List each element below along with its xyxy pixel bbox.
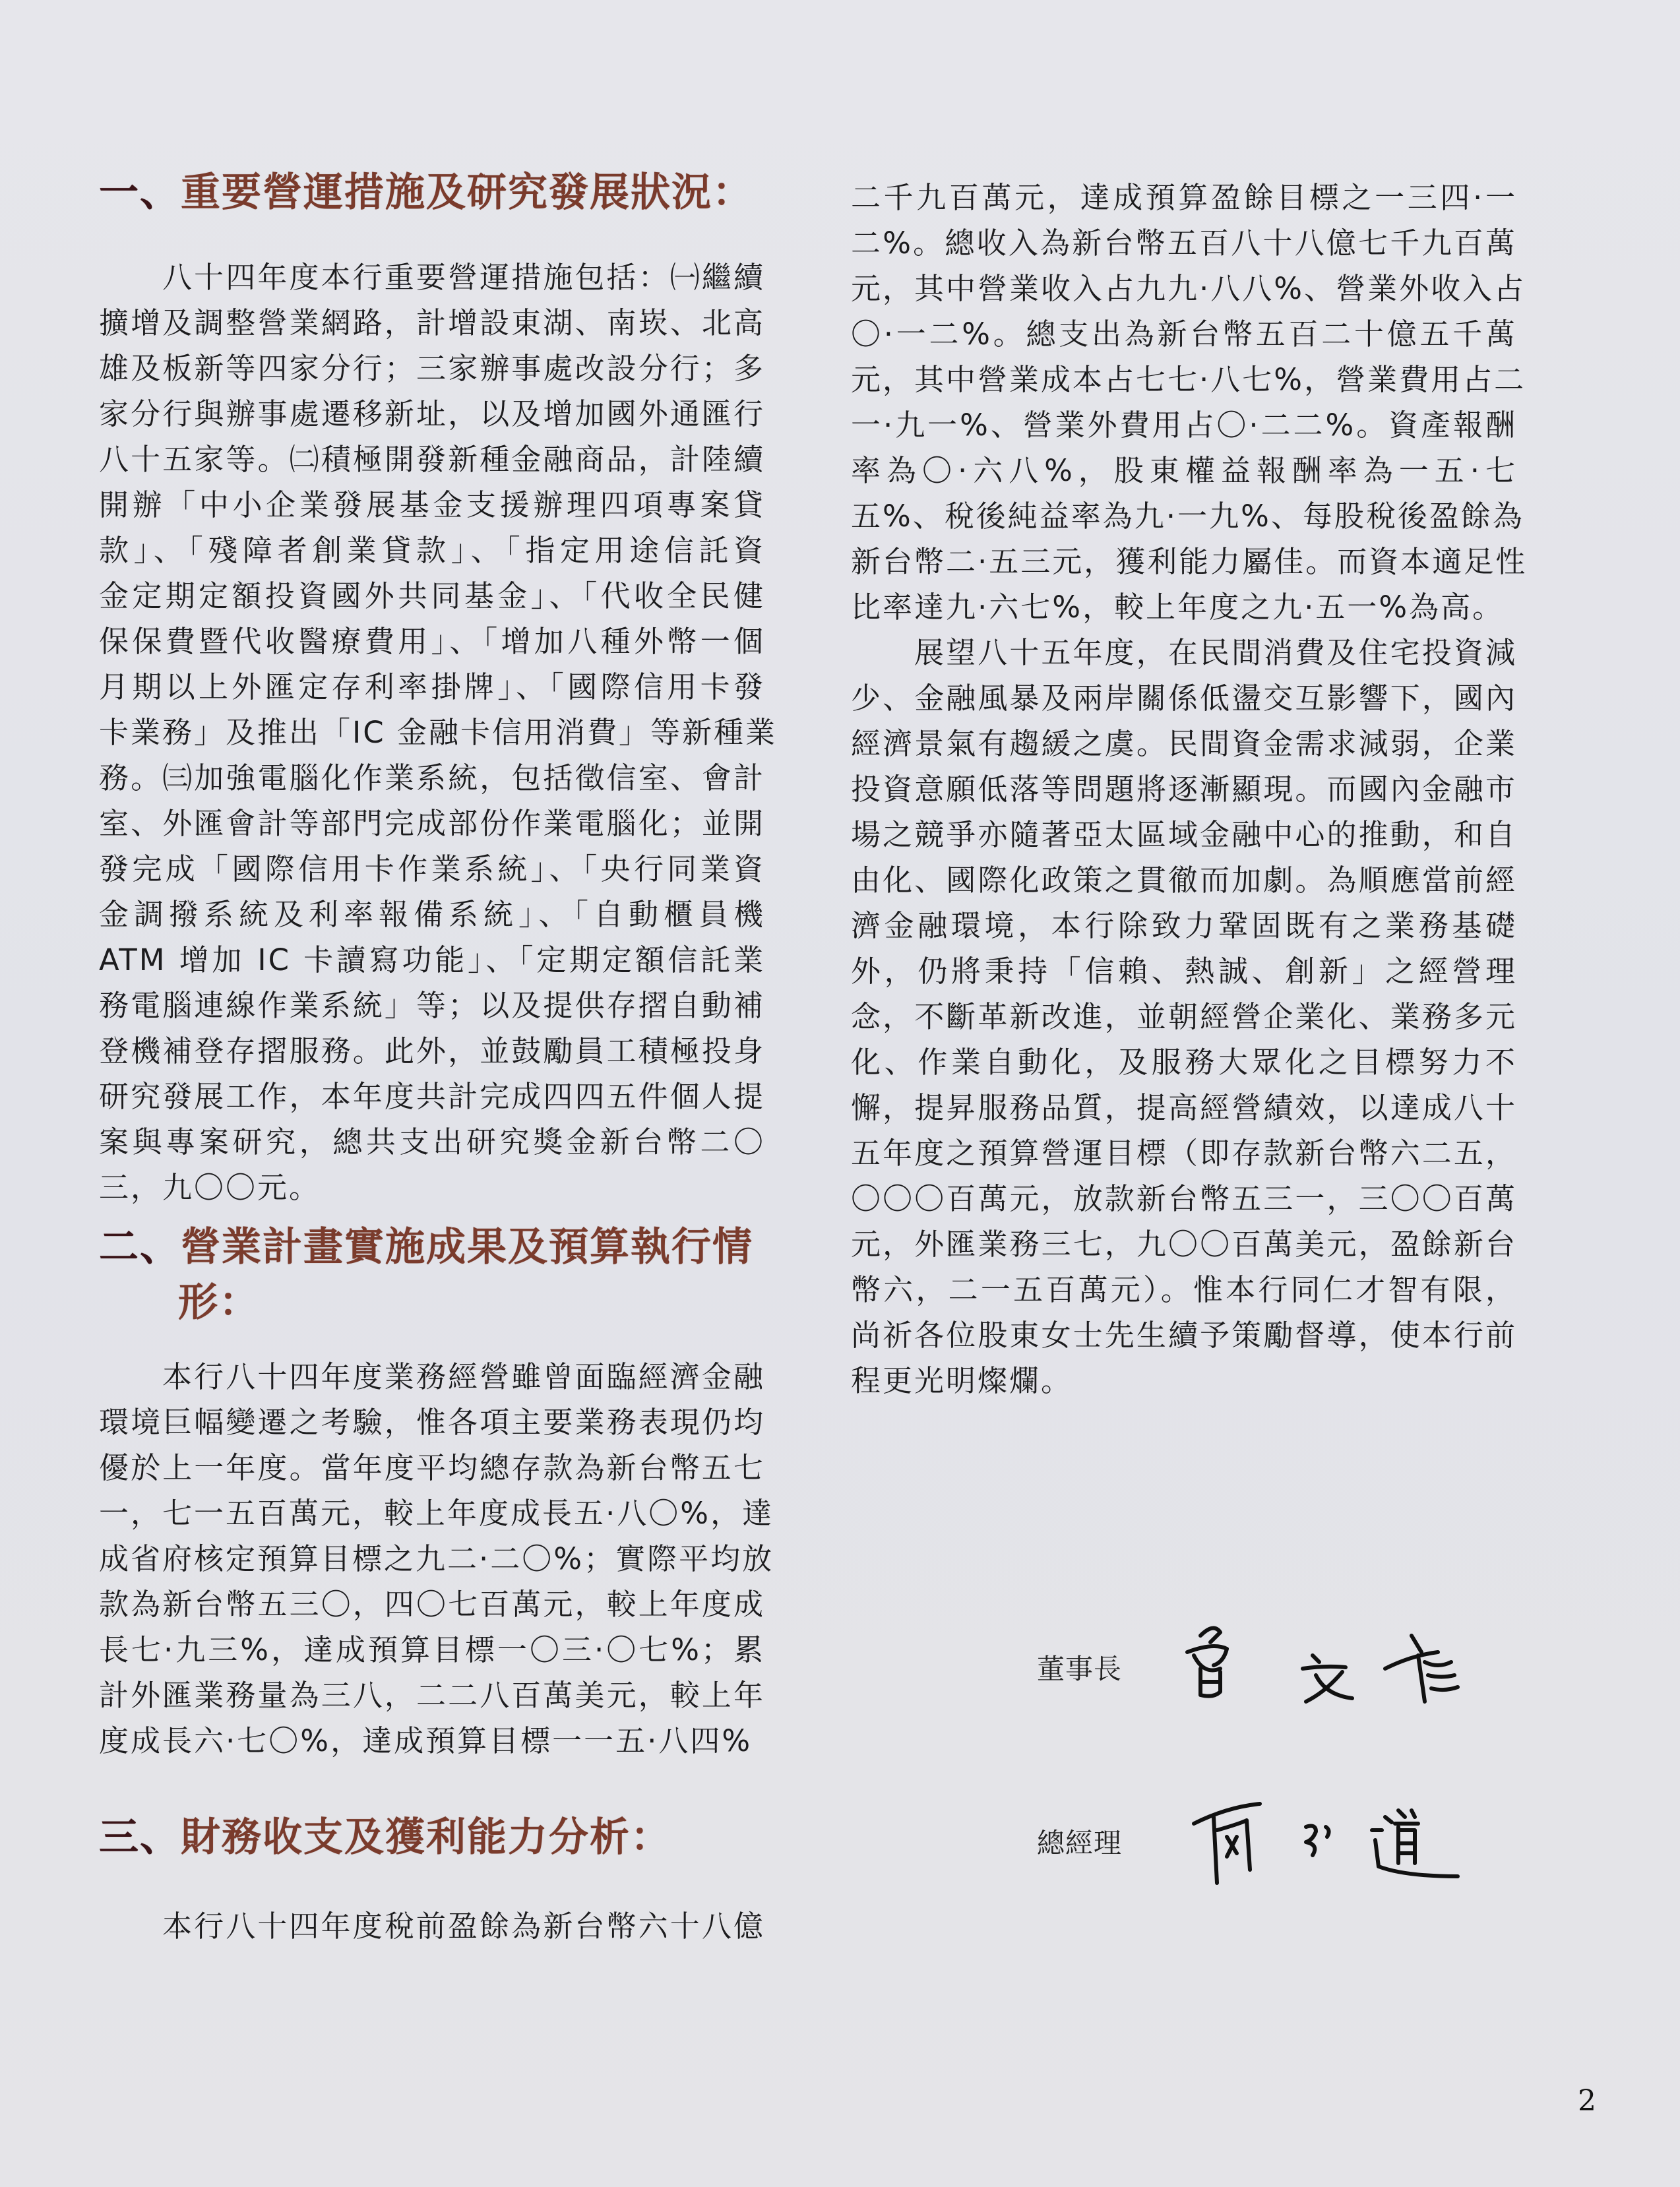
right-column [851, 175, 1528, 1403]
section-2-title-continued: 形： [178, 1279, 260, 1326]
text-line: 務。㈢加強電腦化作業系統，包括徵信室、會計 [99, 760, 765, 795]
chairman-signature-icon [1174, 1616, 1504, 1715]
text-line: 登機補登存摺服務。此外，並鼓勵員工積極投身 [99, 1033, 765, 1068]
section-1-heading [99, 165, 765, 220]
text-line: 開辦「中小企業發展基金支援辦理四項專案貸 [99, 487, 765, 522]
text-line: 金調撥系統及利率報備系統」、「自動櫃員機 [99, 897, 765, 932]
text-line: 雄及板新等四家分行；三家辦事處改設分行；多 [99, 351, 765, 386]
text-line: 優於上一年度。當年度平均總存款為新台幣五七 [99, 1450, 765, 1485]
text-line: 率為〇·六八%，股東權益報酬率為一五·七 [851, 453, 1517, 488]
text-line: 〇〇〇百萬元，放款新台幣五三一，三〇〇百萬 [851, 1181, 1517, 1216]
text-line: 尚祈各位股東女士先生續予策勵督導，使本行前 [851, 1318, 1517, 1353]
text-line: 經濟景氣有趨緩之虞。民間資金需求減弱，企業 [851, 726, 1517, 761]
text-line: 款為新台幣五三〇，四〇七百萬元，較上年度成 [99, 1587, 765, 1622]
text-line: 由化、國際化政策之貫徹而加劇。為順應當前經 [851, 863, 1517, 898]
text-line: 月期以上外匯定存利率掛牌」、「國際信用卡發 [99, 669, 765, 704]
left-column [99, 165, 777, 1949]
text-line: 計外匯業務量為三八，二二八百萬美元，較上年 [99, 1678, 765, 1713]
text-line: 八十四年度本行重要營運措施包括：㈠繼續 [162, 260, 765, 295]
text-line: 室、外匯會計等部門完成部份作業電腦化；並開 [99, 806, 765, 841]
text-line: 案與專案研究，總共支出研究獎金新台幣二〇 [99, 1124, 765, 1159]
page-number: 2 [1578, 2084, 1596, 2118]
text-line: 外，仍將秉持「信賴、熱誠、創新」之經營理 [851, 954, 1517, 989]
section-3-title: 財務收支及獲利能力分析： [181, 1814, 671, 1861]
text-line: 元，外匯業務三七，九〇〇百萬美元，盈餘新台 [851, 1227, 1517, 1262]
text-line: 發完成「國際信用卡作業系統」、「央行同業資 [99, 851, 765, 886]
text-line: 家分行與辦事處遷移新址，以及增加國外通匯行 [99, 396, 765, 431]
section-1-number: 一、 [99, 169, 181, 216]
text-line: 金定期定額投資國外共同基金」、「代收全民健 [99, 578, 765, 613]
text-line: 一，七一五百萬元，較上年度成長五·八〇%，達 [99, 1496, 774, 1531]
text-line: 一·九一%、營業外費用占〇·二二%。資產報酬 [851, 408, 1517, 443]
section-2-number: 二、 [99, 1224, 181, 1270]
text-line: 二%。總收入為新台幣五百八十八億七千九百萬 [851, 226, 1517, 261]
text-line: 研究發展工作，本年度共計完成四四五件個人提 [99, 1079, 765, 1114]
section-1-paragraph [99, 255, 777, 1210]
text-line: 五年度之預算營運目標（即存款新台幣六二五， [851, 1136, 1517, 1171]
text-line: 念，不斷革新改進，並朝經營企業化、業務多元 [851, 999, 1517, 1034]
text-line: 長七·九三%，達成預算目標一〇三·〇七%；累 [99, 1632, 765, 1667]
text-line: 擴增及調整營業網路，計增設東湖、南崁、北高 [99, 305, 765, 340]
text-line: 濟金融環境，本行除致力鞏固既有之業務基礎 [851, 908, 1517, 943]
text-line: 度成長六·七〇%，達成預算目標一一五·八四% [99, 1723, 753, 1758]
text-line: 三，九〇〇元。 [99, 1170, 321, 1205]
text-line: 〇·一二%。總支出為新台幣五百二十億五千萬 [851, 317, 1517, 352]
text-line: 元，其中營業成本占七七·八七%，營業費用占二 [851, 362, 1526, 397]
text-line: 成省府核定預算目標之九二·二〇%；實際平均放 [99, 1541, 774, 1576]
text-line: 少、金融風暴及兩岸關係低盪交互影響下，國內 [851, 681, 1517, 716]
text-line: 款」、「殘障者創業貸款」、「指定用途信託資 [99, 533, 765, 568]
text-line: 程更光明燦爛。 [851, 1363, 1073, 1398]
text-line: 八十五家等。㈡積極開發新種金融商品，計陸續 [99, 442, 765, 477]
outlook-paragraph [851, 630, 1517, 1403]
text-line: 保保費暨代收醫療費用」、「增加八種外幣一個 [99, 624, 765, 659]
section-3-heading [99, 1810, 765, 1865]
section-3-paragraph-continued [851, 175, 1528, 630]
section-2-paragraph [99, 1354, 774, 1764]
text-line: 本行八十四年度業務經營雖曾面臨經濟金融 [162, 1359, 765, 1394]
text-line: 比率達九·六七%，較上年度之九·五一%為高。 [851, 590, 1505, 625]
text-line: 懈，提昇服務品質，提高經營績效，以達成八十 [851, 1090, 1517, 1125]
text-line: 卡業務」及推出「IC 金融卡信用消費」等新種業 [99, 715, 777, 750]
text-line: 本行八十四年度稅前盈餘為新台幣六十八億 [162, 1909, 765, 1944]
text-line: 投資意願低落等問題將逐漸顯現。而國內金融市 [851, 772, 1517, 807]
chairman-label: 董事長 [1037, 1653, 1123, 1685]
section-1-title: 重要營運措施及研究發展狀況： [181, 169, 753, 216]
section-2-title: 營業計畫實施成果及預算執行情 [181, 1224, 753, 1270]
text-line: 二千九百萬元，達成預算盈餘目標之一三四·一 [851, 180, 1517, 215]
text-line: 環境巨幅變遷之考驗，惟各項主要業務表現仍均 [99, 1405, 765, 1440]
text-line: 化、作業自動化，及服務大眾化之目標努力不 [851, 1045, 1517, 1080]
text-line: 展望八十五年度，在民間消費及住宅投資減 [914, 635, 1517, 670]
text-line: 幣六，二一五百萬元）。惟本行同仁才智有限， [851, 1272, 1517, 1307]
text-line: 務電腦連線作業系統」等；以及提供存摺自動補 [99, 988, 765, 1023]
section-2-heading [99, 1219, 765, 1330]
section-3-paragraph-start [99, 1903, 765, 1949]
text-line: ATM 增加 IC 卡讀寫功能」、「定期定額信託業 [99, 942, 765, 977]
president-signature-icon [1187, 1791, 1491, 1890]
text-line: 五%、稅後純益率為九·一九%、每股稅後盈餘為 [851, 499, 1524, 534]
text-line: 元，其中營業收入占九九·八八%、營業外收入占 [851, 271, 1526, 306]
text-line: 場之競爭亦隨著亞太區域金融中心的推動，和自 [851, 817, 1517, 852]
text-line: 新台幣二·五三元，獲利能力屬佳。而資本適足性 [851, 544, 1528, 579]
section-3-number: 三、 [99, 1814, 181, 1861]
president-label: 總經理 [1037, 1827, 1123, 1859]
